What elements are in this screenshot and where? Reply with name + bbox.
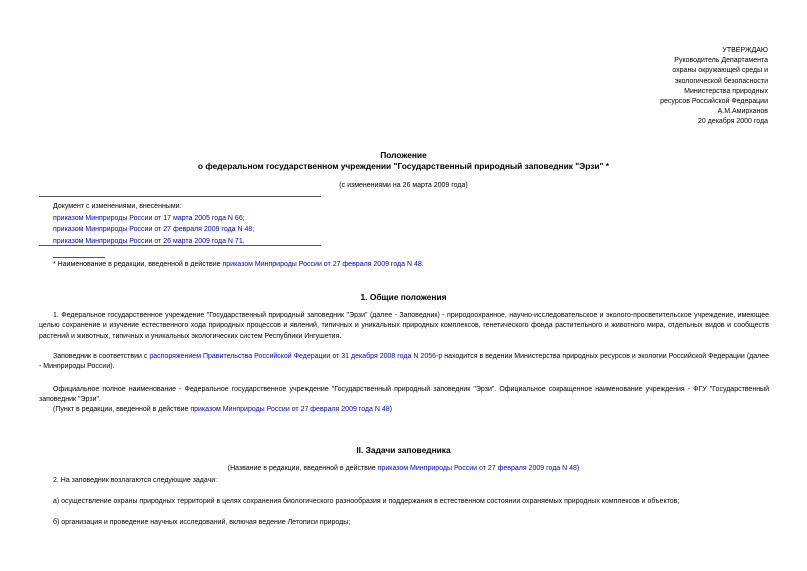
amendment-link[interactable]: приказом Минприроды России от 27 февраля 2009 года N 48; (53, 226, 255, 233)
edit-note-text: (Название в редакции, введенной в действие (227, 465, 378, 472)
footnote-link[interactable]: приказом Минприроды России от 27 февраля 2009 года N 48 (222, 261, 422, 268)
edit-note-link[interactable]: приказом Минприроды России от 27 февраля 2009 года N 48 (190, 406, 390, 413)
changes-intro: Документ с изменениями, внесенными: (53, 203, 182, 210)
edit-note-text: ) (576, 465, 580, 472)
approval-line: Министерства природных (684, 87, 768, 95)
approval-line: 20 декабря 2000 года (697, 118, 768, 126)
changes-block (53, 201, 254, 247)
document-subtitle: о федеральном государственном учреждении "Государственный природный заповедник "Эрзи" * (197, 161, 610, 171)
edit-note-link[interactable]: приказом Минприроды России от 27 февраля 2009 года N 48 (377, 465, 577, 472)
divider-top (39, 196, 321, 197)
paragraph-text: находится в ведении Министерства природных ресурсов и экологии Российской Федерации (далее - Минприроды России). (39, 353, 769, 371)
paragraph-text: Заповедник в соответствии с (53, 353, 150, 360)
paragraph: 1. Федеральное государственное учреждение "Государственный природный заповедник "Эрзи" (далее - Заповедник) - природоохранное, научно-исследовательское и эколого-просветительское учреждение, имеющее целью сохранение и изучение естественного хода природных процессов и явлений, типичных и уникальных природных комплексов, генетического фонда растительного и животного мира, отдельных видов и сообществ растений и животных, типичных и уникальных экологических систем Республики Ингушетия. (39, 312, 769, 340)
footnote (53, 260, 424, 270)
approval-line: УТВЕРЖДАЮ (722, 47, 768, 54)
list-item: б) организация и проведение научных исследований, включая ведение Летописи природы; (53, 519, 351, 526)
document-title: Положение (380, 150, 427, 160)
approval-line: А.М.Амирханов (717, 108, 768, 116)
footnote-suffix: . (421, 261, 424, 268)
government-order-link[interactable]: распоряжением Правительства Российской Федерации от 31 декабря 2008 года N 2056-р (149, 353, 443, 360)
amendment-link[interactable]: приказом Минприроды России от 26 марта 2009 года N 71. (53, 237, 245, 245)
approval-line: охраны окружающей среды и (672, 67, 768, 75)
amended-date: (с изменениями на 26 марта 2009 года) (339, 182, 468, 189)
footnote-divider (53, 257, 105, 258)
edit-note (53, 405, 392, 415)
section-edit-note (0, 464, 807, 474)
edit-note-text: ) (389, 406, 392, 413)
approval-line: ресурсов Российской Федерации (660, 98, 768, 106)
amendment-link[interactable]: приказом Минприроды России от 17 марта 2005 года N 66; (53, 214, 245, 222)
paragraph: 2. На заповедник возлагаются следующие задачи: (53, 477, 218, 484)
approval-line: Руководитель Департамента (674, 57, 768, 65)
divider-bottom (39, 245, 321, 246)
edit-note-text: (Пункт в редакции, введенной в действие (53, 406, 191, 413)
list-item: а) осуществление охраны природных территорий в целях сохранения биологического разнообразия и поддержания в естественном состоянии охраняемых природных комплексов и объектов; (53, 498, 680, 505)
paragraph: Официальное полное наименование - Федеральное государственное учреждение "Государственный природный заповедник "Эрзи". Официальное сокращенное наименование учреждения - ФГУ "Государственный заповедник "Эрзи". (39, 386, 769, 404)
paragraph (39, 352, 769, 373)
approval-line: экологической безопасности (674, 77, 768, 85)
section-heading-tasks: II. Задачи заповедника (356, 445, 451, 455)
footnote-text: * Наименование в редакции, введенной в действие (53, 261, 223, 268)
approval-block (548, 46, 768, 128)
section-heading-general: 1. Общие положения (360, 292, 447, 302)
